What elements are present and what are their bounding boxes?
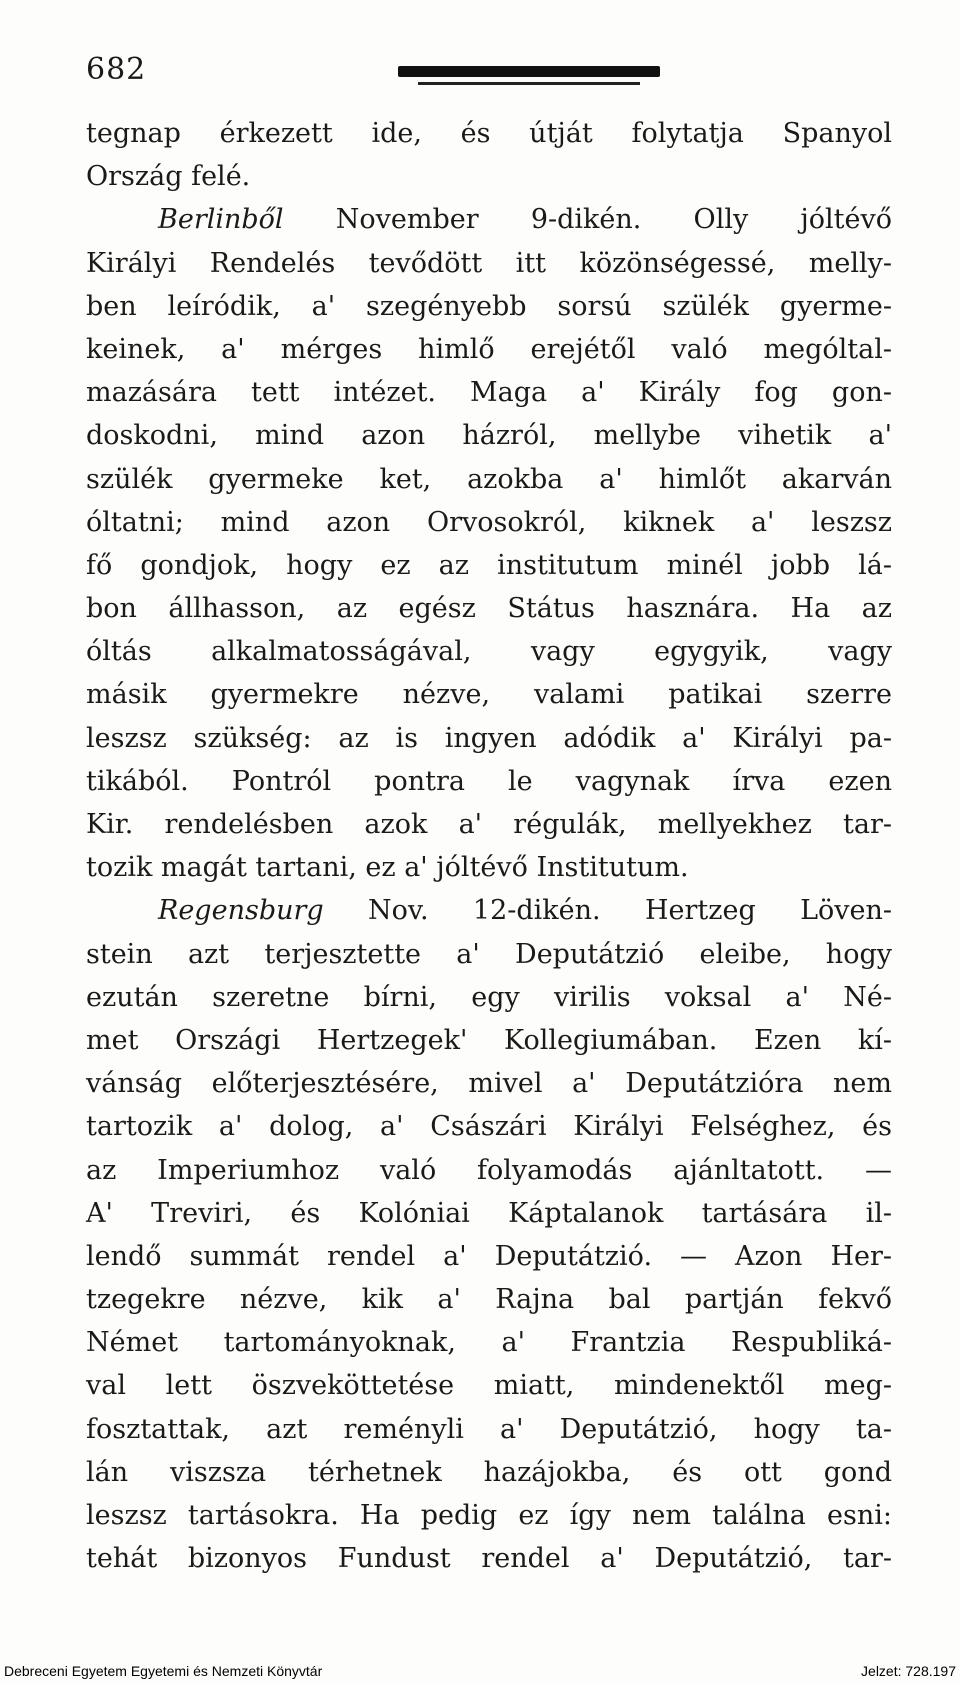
text-line: Királyi Rendelés tevődött itt közönségessé, melly- [86,247,892,279]
text-line: az Imperiumhoz való folyamodás ajánltatott. — [86,1154,892,1186]
text-line: tzegekre nézve, kik a' Rajna bal partján fekvő [86,1284,892,1316]
text-line: Ország felé. [86,161,251,193]
text-line: stein azt terjesztette a' Deputátzió eleibe, hogy [86,938,892,970]
text-line: tikából. Pontról pontra le vagynak írva ezen [86,765,892,797]
shelfmark: Jelzet: 728.197 [861,1663,956,1679]
text-line: lendő summát rendel a' Deputátzió. — Azon Her- [86,1240,892,1272]
text-line: leszsz szükség: az is ingyen adódik a' Királyi pa- [86,722,892,754]
place-name: Berlinből [158,204,284,236]
text-line-dateline: Berlinből November 9-dikén. Olly jóltévő [158,204,893,236]
text-line: másik gyermekre nézve, valami patikai szerre [86,679,892,711]
scan-footer [0,1660,960,1683]
text-line: A' Treviri, és Kolóniai Káptalanok tartására il- [86,1197,892,1229]
text-line: vánság előterjesztésére, mivel a' Deputátzióra nem [86,1068,892,1100]
text-line: ben leíródik, a' szegényebb sorsú szülék gyerme- [86,290,892,322]
text-line: fosztattak, azt reményli a' Deputátzió, hogy ta- [86,1413,892,1445]
body-text [86,112,892,1580]
text-line: óltás alkalmatosságával, vagy egygyik, vagy [86,636,892,668]
text-line: Kir. rendelésben azok a' régulák, mellyekhez tar- [86,809,892,840]
text-line: lán viszsza térhetnek hazájokba, és ott gond [86,1456,892,1488]
text-line-dateline: Regensburg Nov. 12-dikén. Hertzeg Löven- [158,895,892,927]
text-line: fő gondjok, hogy ez az institutum minél jobb lá- [86,549,892,581]
text-line: bon állhasson, az egész Státus hasznára. Ha az [86,593,892,625]
text-line: Német tartományoknak, a' Frantzia Respubliká- [86,1327,892,1359]
header-rule [398,66,660,77]
text-line: óltatni; mind azon Orvosokról, kiknek a' leszsz [86,506,892,538]
text-line: keinek, a' mérges himlő erejétől való mególtal- [86,333,892,365]
page-header [86,52,906,102]
text-line: szülék gyermeke ket, azokba a' himlőt akarván [86,463,892,495]
text-line: tozik magát tartani, ez a' jóltévő Institutum. [86,852,689,884]
text-line: tartozik a' dolog, a' Császári Királyi Felséghez, és [86,1111,892,1143]
text-line: val lett öszveköttetése miatt, mindenektől meg- [86,1370,892,1402]
text-line: met Országi Hertzegek' Kollegiumában. Ezen kí- [86,1024,892,1056]
place-name: Regensburg [158,895,324,927]
text-line: leszsz tartásokra. Ha pedig ez így nem találna esni: [86,1500,892,1531]
text-line: tehát bizonyos Fundust rendel a' Deputátzió, tar- [86,1543,892,1575]
text-line: mazására tett intézet. Maga a' Király fog gon- [86,377,892,409]
text-line: tegnap érkezett ide, és útját folytatja Spanyol [86,118,892,149]
page-number: 682 [86,52,147,87]
text-line: doskodni, mind azon házról, mellybe vihetik a' [86,420,892,452]
text-line: ezután szeretne bírni, egy virilis voksal a' Né- [86,981,892,1013]
library-credit: Debreceni Egyetem Egyetemi és Nemzeti Könyvtár [4,1663,323,1679]
